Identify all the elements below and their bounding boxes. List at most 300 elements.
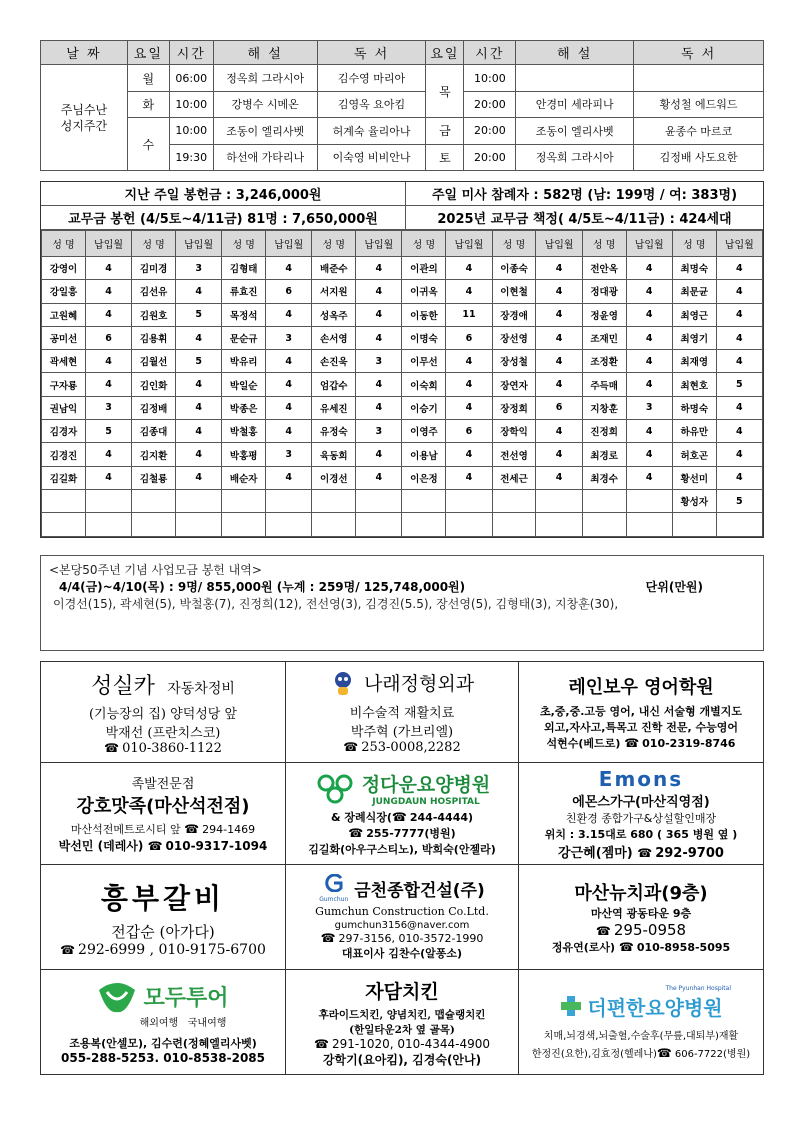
ad-title-row	[97, 980, 228, 1014]
ad-name: 자담치킨	[365, 980, 439, 1003]
member-name	[222, 489, 266, 512]
member-month: 4	[716, 466, 762, 489]
offering-summary-row	[41, 182, 763, 206]
member-name: 김형태	[222, 257, 266, 280]
commentator: 조동이 엘리사벳	[516, 118, 634, 144]
member-name: 성옥주	[312, 303, 356, 326]
time: 20:00	[464, 91, 516, 117]
member-month: 4	[356, 443, 402, 466]
member-month	[176, 489, 222, 512]
anniversary-fund-section	[40, 555, 764, 651]
ad-name: 레인보우 영어학원	[568, 677, 714, 698]
member-name: 김종대	[132, 420, 176, 443]
ad-phone: 297-3156, 010-3572-1990	[338, 931, 484, 945]
ad-line: 위치 : 3.15대로 680 ( 365 병원 옆 )	[544, 827, 738, 841]
member-name: 유세진	[312, 396, 356, 419]
ad-phone-row	[104, 741, 222, 756]
member-month: 4	[446, 466, 492, 489]
member-name: 김선유	[132, 280, 176, 303]
ad-name: 마산뉴치과(9층)	[574, 883, 708, 904]
ad-email: gumchun3156@naver.com	[334, 919, 470, 931]
ad-rainbow-english	[519, 662, 763, 763]
ad-name: 금천종합건설(주)	[354, 880, 485, 901]
commentator: 조동이 엘리사벳	[213, 118, 317, 144]
member-name: 장경애	[492, 303, 536, 326]
col-name-header: 성 명	[312, 231, 356, 257]
member-name: 김용휘	[132, 326, 176, 349]
member-month: 4	[716, 420, 762, 443]
ad-phone: 292-6999 , 010-9175-6700	[78, 941, 266, 958]
ad-phone: 010-9317-1094	[165, 839, 268, 853]
member-name: 김미경	[132, 257, 176, 280]
ad-contact: 한정진(요한),김효정(헬레나)	[531, 1048, 657, 1060]
ad-phone: 010-3860-1122	[122, 740, 222, 756]
member-month: 4	[446, 396, 492, 419]
member-month: 4	[716, 326, 762, 349]
member-name: 이은정	[402, 466, 446, 489]
col-name-header: 성 명	[42, 231, 86, 257]
member-name	[582, 489, 626, 512]
ad-logo-text: Gumchun	[319, 895, 349, 903]
member-month: 4	[176, 373, 222, 396]
col-month-header: 납입월	[266, 231, 312, 257]
commentator	[516, 65, 634, 91]
member-month: 4	[266, 466, 312, 489]
member-month: 4	[266, 396, 312, 419]
member-name: 강일흥	[42, 280, 86, 303]
member-month: 4	[626, 257, 672, 280]
member-month: 4	[626, 443, 672, 466]
member-month: 4	[266, 303, 312, 326]
member-name	[42, 513, 86, 537]
reader	[634, 65, 764, 91]
col-name-header: 성 명	[672, 231, 716, 257]
ad-line: & 장례식장	[330, 811, 387, 824]
ad-line: 치매,뇌경색,뇌출혈,수술후(무릎,대퇴부)재활	[543, 1030, 739, 1042]
anniversary-summary: 4/4(금)~4/10(목) : 9명/ 855,000원 (누계 : 259명/ 125,748,000원)	[59, 580, 466, 594]
ad-pretitle: 족발전문점	[131, 777, 195, 792]
time: 20:00	[464, 144, 516, 170]
day: 금	[426, 118, 464, 144]
ad-phone-row	[314, 1037, 490, 1051]
ad-phone: 253-0008,2282	[361, 740, 461, 755]
member-month	[85, 489, 131, 512]
col-month-header: 납입월	[356, 231, 402, 257]
member-name: 이영주	[402, 420, 446, 443]
member-name: 이동한	[402, 303, 446, 326]
ad-line: 초,중,중.고등 영어, 내신 서술형 개별지도	[539, 705, 743, 718]
member-month: 3	[356, 350, 402, 373]
ad-phone: 010-8958-5095	[636, 941, 731, 954]
member-name: 이승기	[402, 396, 446, 419]
member-name: 장정희	[492, 396, 536, 419]
member-name	[402, 489, 446, 512]
ad-line: 박주혁 (가브리엘)	[350, 725, 454, 740]
time: 20:00	[464, 118, 516, 144]
member-month: 4	[626, 420, 672, 443]
ad-name-en: JUNGDAUN HOSPITAL	[372, 797, 480, 807]
member-month: 4	[85, 443, 131, 466]
member-month: 3	[266, 326, 312, 349]
member-name: 최영기	[672, 326, 716, 349]
member-name	[132, 489, 176, 512]
member-name: 장성철	[492, 350, 536, 373]
member-name	[42, 489, 86, 512]
ad-name: 에몬스가구(마산직영점)	[572, 794, 710, 810]
ad-phone-row	[596, 921, 686, 939]
phone-icon: ☎	[656, 1045, 672, 1060]
member-month	[85, 513, 131, 537]
member-name: 공미선	[42, 326, 86, 349]
ad-line: 비수술적 재활치료	[349, 706, 455, 721]
member-month: 4	[356, 396, 402, 419]
phone-icon: ☎	[624, 736, 640, 750]
ad-contact: 김길화(아우구스티노), 박희숙(안젤라)	[308, 843, 496, 856]
member-name: 박유리	[222, 350, 266, 373]
member-name: 최현호	[672, 373, 716, 396]
ad-phone: 292-9700	[655, 845, 724, 861]
member-name	[222, 513, 266, 537]
ad-contact: 대표이사 김찬수(알퐁소)	[341, 946, 463, 960]
commentator: 강병수 시메온	[213, 91, 317, 117]
member-month: 4	[176, 326, 222, 349]
member-name: 황선미	[672, 466, 716, 489]
ad-narae-orthopedics	[286, 662, 519, 763]
modutour-logo-icon	[97, 980, 137, 1014]
tithe-members-table	[41, 230, 763, 537]
ad-tagline: The Pyunhan Hospital	[665, 984, 731, 992]
ad-phone-row	[60, 942, 266, 958]
member-month: 4	[536, 466, 582, 489]
member-name: 허호곤	[672, 443, 716, 466]
member-name: 손서영	[312, 326, 356, 349]
ad-title-row	[91, 669, 235, 700]
member-month: 4	[536, 373, 582, 396]
table-row	[42, 489, 763, 512]
header-day-2: 요일	[426, 41, 464, 65]
mass-schedule-table	[40, 40, 764, 171]
member-month: 11	[446, 303, 492, 326]
ad-phone-row	[348, 825, 455, 841]
ad-contact: 조용복(안셀모), 김수련(정혜엘리사벳)	[69, 1036, 257, 1050]
member-month: 4	[626, 373, 672, 396]
member-name: 이종숙	[492, 257, 536, 280]
ad-brand: Emons	[598, 766, 684, 791]
member-name: 이무선	[402, 350, 446, 373]
col-month-header: 납입월	[536, 231, 582, 257]
member-name	[312, 513, 356, 537]
schedule-row	[41, 118, 764, 144]
ad-title-row	[330, 669, 474, 696]
member-name: 고원혜	[42, 303, 86, 326]
col-month-header: 납입월	[446, 231, 492, 257]
member-name: 김길화	[42, 466, 86, 489]
member-month	[356, 489, 402, 512]
table-row	[42, 513, 763, 537]
member-month: 4	[266, 420, 312, 443]
ad-seongsilka	[41, 662, 286, 763]
ad-address: 마산석전메트로시티 앞	[70, 823, 181, 836]
member-month: 4	[176, 443, 222, 466]
col-month-header: 납입월	[85, 231, 131, 257]
ad-name: 정다운요양병원	[361, 774, 491, 796]
member-name: 이현철	[492, 280, 536, 303]
member-name: 황성자	[672, 489, 716, 512]
member-month: 4	[716, 280, 762, 303]
phone-icon: ☎	[147, 839, 163, 853]
member-name: 최재영	[672, 350, 716, 373]
members-header	[42, 231, 763, 257]
member-name: 이명숙	[402, 326, 446, 349]
ad-line: 후라이드치킨, 양념치킨, 맵슐랭치킨	[318, 1008, 486, 1021]
member-month: 6	[266, 280, 312, 303]
phone-icon: ☎	[343, 740, 359, 754]
col-name-header: 성 명	[492, 231, 536, 257]
phone-icon: ☎	[618, 940, 634, 954]
header-day: 요일	[127, 41, 169, 65]
col-name-header: 성 명	[402, 231, 446, 257]
ad-masan-new-dental	[519, 865, 763, 970]
unit-label: 단위(만원)	[645, 580, 703, 594]
member-month: 4	[626, 466, 672, 489]
col-name-header: 성 명	[582, 231, 626, 257]
member-month: 4	[716, 257, 762, 280]
phone-icon: ☎	[391, 810, 407, 824]
member-month: 5	[85, 420, 131, 443]
member-month: 4	[176, 280, 222, 303]
member-name: 지창훈	[582, 396, 626, 419]
ad-phone-row: & 장례식장(☎ 244-4444)	[330, 810, 474, 824]
member-month	[716, 513, 762, 537]
member-month: 4	[85, 280, 131, 303]
day: 화	[127, 91, 169, 117]
member-name	[492, 489, 536, 512]
member-name: 박홍평	[222, 443, 266, 466]
ad-line: 해외여행 국내여행	[139, 1017, 227, 1029]
schedule-row	[41, 91, 764, 117]
member-name: 김월선	[132, 350, 176, 373]
member-month: 4	[446, 373, 492, 396]
member-name: 이관의	[402, 257, 446, 280]
member-name: 최경로	[582, 443, 626, 466]
member-name: 유정숙	[312, 420, 356, 443]
table-row	[42, 280, 763, 303]
ad-phone-row	[552, 939, 730, 955]
table-row	[42, 373, 763, 396]
member-month	[356, 513, 402, 537]
member-name: 하유만	[672, 420, 716, 443]
anniversary-donors: 이경선(15), 곽세현(5), 박철홍(7), 진정희(12), 전선영(3), 김경진(5.5), 장선영(5), 김형태(3), 지창훈(30),	[53, 597, 619, 611]
member-name: 목정석	[222, 303, 266, 326]
member-month: 4	[716, 396, 762, 419]
tithe-offering: 교무금 봉헌 (4/5토~4/11금) 81명 : 7,650,000원	[41, 206, 406, 229]
member-month: 4	[446, 350, 492, 373]
member-name: 박종은	[222, 396, 266, 419]
member-name: 엄갑수	[312, 373, 356, 396]
phone-icon: ☎	[595, 924, 611, 938]
member-month: 4	[85, 466, 131, 489]
reader: 김영옥 요아킴	[317, 91, 426, 117]
time: 19:30	[169, 144, 213, 170]
commentator: 정옥희 그라시아	[213, 65, 317, 91]
header-time-2: 시간	[464, 41, 516, 65]
table-row	[42, 350, 763, 373]
last-week-offering: 지난 주일 봉헌금 : 3,246,000원	[41, 182, 406, 205]
member-month: 4	[446, 280, 492, 303]
member-name: 곽세현	[42, 350, 86, 373]
member-month: 3	[176, 257, 222, 280]
member-name: 문순규	[222, 326, 266, 349]
reader: 허계숙 율리아나	[317, 118, 426, 144]
ad-phone-row	[558, 842, 724, 861]
ad-name: 나래정형외과	[363, 673, 475, 695]
member-name: 조정환	[582, 350, 626, 373]
ad-address-row	[71, 821, 255, 837]
member-name: 배준수	[312, 257, 356, 280]
col-month-header: 납입월	[176, 231, 222, 257]
ad-contact: 강학기(요아킴), 김경숙(안나)	[322, 1052, 482, 1067]
member-month: 3	[85, 396, 131, 419]
member-month: 4	[536, 280, 582, 303]
commentator: 정옥희 그라시아	[516, 144, 634, 170]
table-row	[42, 420, 763, 443]
member-name: 김원호	[132, 303, 176, 326]
table-row	[42, 443, 763, 466]
ad-phone-row	[547, 735, 736, 751]
member-month: 4	[716, 303, 762, 326]
member-name: 이귀옥	[402, 280, 446, 303]
member-name: 이숙희	[402, 373, 446, 396]
ad-phone: 244-4444	[409, 811, 469, 824]
ad-gumchun-construction	[286, 865, 519, 970]
member-month: 6	[85, 326, 131, 349]
ad-line: 마산역 광동타운 9층	[590, 907, 692, 920]
gumchun-logo	[319, 874, 348, 903]
ad-phone: 295-0958	[613, 921, 687, 939]
col-month-header: 납입월	[626, 231, 672, 257]
member-name: 구자룡	[42, 373, 86, 396]
member-month: 6	[446, 326, 492, 349]
phone-icon: ☎	[60, 942, 76, 957]
member-name: 장선영	[492, 326, 536, 349]
time: 06:00	[169, 65, 213, 91]
reader: 황성철 에드워드	[634, 91, 764, 117]
table-row	[42, 257, 763, 280]
member-month	[266, 489, 312, 512]
ad-contact: 강근혜(젬마)	[558, 845, 633, 861]
col-name-header: 성 명	[222, 231, 266, 257]
member-name: 최경수	[582, 466, 626, 489]
member-month	[626, 513, 672, 537]
anniversary-summary-row	[49, 579, 755, 596]
ad-name: 성실카	[91, 673, 155, 699]
member-month: 4	[356, 257, 402, 280]
ad-phone: 291-1020, 010-4344-4900	[331, 1036, 490, 1051]
ad-name: 더편한요양병원	[587, 995, 723, 1020]
header-commentary: 해 설	[213, 41, 317, 65]
member-month: 4	[266, 350, 312, 373]
reader: 윤종수 마르코	[634, 118, 764, 144]
member-month: 4	[716, 443, 762, 466]
phone-icon: ☎	[104, 740, 120, 755]
gumchun-logo-icon	[323, 874, 345, 892]
ad-line: 전갑순 (아가다)	[111, 922, 215, 941]
member-name: 김철룡	[132, 466, 176, 489]
member-month: 4	[176, 396, 222, 419]
member-name: 배순자	[222, 466, 266, 489]
mass-attendance: 주일 미사 참례자 : 582명 (남: 199명 / 여: 383명)	[431, 188, 738, 203]
member-month	[266, 513, 312, 537]
ad-modutour	[41, 970, 286, 1074]
tithe-registered: 2025년 교무금 책정( 4/5토~4/11금) : 424세대	[437, 212, 732, 227]
ad-subtitle: 자동차정비	[167, 680, 235, 697]
col-month-header: 납입월	[716, 231, 762, 257]
member-name: 김인화	[132, 373, 176, 396]
time: 10:00	[169, 118, 213, 144]
member-month: 4	[536, 420, 582, 443]
ad-line: 친환경 종합가구&상설할인매장	[565, 811, 717, 825]
member-month: 4	[266, 373, 312, 396]
ad-name: 강호맛족(마산석전점)	[76, 796, 250, 817]
ad-heungbu-galbi	[41, 865, 286, 970]
member-month: 4	[446, 443, 492, 466]
member-month: 4	[356, 373, 402, 396]
member-month: 4	[85, 350, 131, 373]
member-name: 이경선	[312, 466, 356, 489]
member-name: 전세근	[492, 466, 536, 489]
member-month: 4	[356, 280, 402, 303]
tithe-summary-row	[41, 206, 763, 230]
member-name: 진정희	[582, 420, 626, 443]
advertisement-grid	[40, 661, 764, 1075]
member-name: 김경진	[42, 443, 86, 466]
ad-phone-row	[532, 1045, 750, 1060]
ad-phone: 055-288-5253. 010-8538-2085	[61, 1050, 265, 1065]
member-month: 4	[626, 303, 672, 326]
phone-icon: ☎	[184, 822, 200, 836]
commentator: 안경미 세라피나	[516, 91, 634, 117]
col-name-header: 성 명	[132, 231, 176, 257]
schedule-row	[41, 65, 764, 91]
ad-phone: 255-7777(병원)	[366, 827, 456, 840]
phone-icon: ☎	[348, 826, 364, 840]
member-name: 박일순	[222, 373, 266, 396]
time: 10:00	[464, 65, 516, 91]
member-month: 4	[446, 257, 492, 280]
ad-contact: 석현수(베드로)	[546, 737, 621, 750]
header-reading: 독 서	[317, 41, 426, 65]
member-month	[446, 489, 492, 512]
member-name	[492, 513, 536, 537]
member-month: 3	[626, 396, 672, 419]
member-month: 4	[536, 303, 582, 326]
anniversary-title: <본당50주년 기념 사업모금 봉헌 내역>	[49, 563, 262, 577]
ad-emons-furniture	[519, 763, 763, 865]
member-month: 4	[356, 303, 402, 326]
member-month: 4	[85, 373, 131, 396]
member-name: 하명숙	[672, 396, 716, 419]
member-name: 김지환	[132, 443, 176, 466]
ad-logo-row	[314, 770, 490, 807]
member-month: 5	[176, 303, 222, 326]
member-name: 전안옥	[582, 257, 626, 280]
day: 수	[127, 118, 169, 171]
member-month: 4	[85, 303, 131, 326]
day: 토	[426, 144, 464, 170]
member-name: 강영이	[42, 257, 86, 280]
member-name: 권남익	[42, 396, 86, 419]
member-name: 정대광	[582, 280, 626, 303]
